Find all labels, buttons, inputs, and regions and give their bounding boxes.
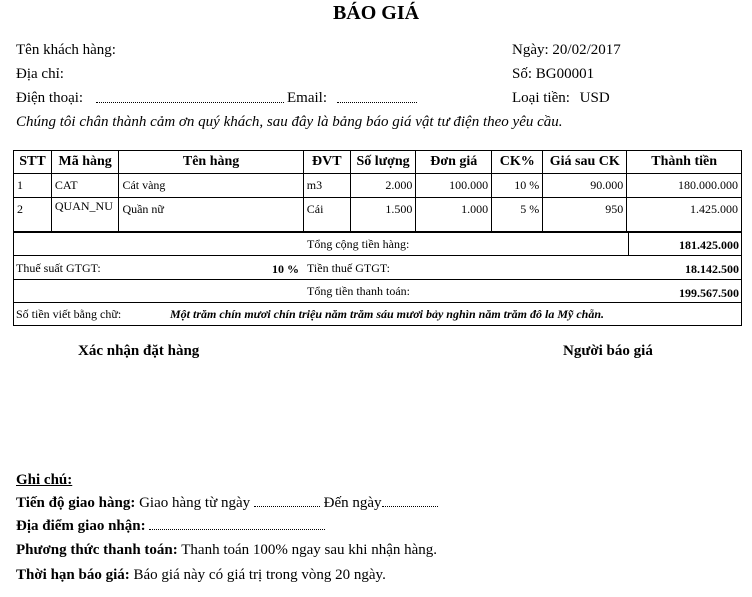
validity-text: Báo giá này có giá trị trong vòng 20 ngày. (133, 567, 386, 583)
vat-rate-value: 10 % (272, 262, 299, 276)
header-price-after-discount: Giá sau CK (543, 151, 627, 174)
payment-method-text: Thanh toán 100% ngay sau khi nhận hàng. (181, 542, 438, 558)
delivery-place-line (16, 518, 325, 535)
cell-item-code: CAT (51, 174, 119, 198)
phone-dotted-line (96, 92, 284, 103)
quote-number-label: Số: (512, 66, 533, 82)
header-discount: CK% (492, 151, 543, 174)
intro-text: Chúng tôi chân thành cảm ơn quý khách, sau đây là bảng báo giá vật tư điện theo yêu cầu. (16, 114, 563, 130)
customer-phone-label: Điện thoại: (16, 90, 84, 106)
cell-price-after-discount: 950 (543, 198, 627, 232)
signature-quoter-label: Người báo giá (563, 343, 653, 359)
cell-item-name: Cát vàng (119, 174, 303, 198)
currency-field (512, 90, 610, 107)
cell-item-name: Quần nữ (119, 198, 303, 232)
subtotal-value: 181.425.000 (679, 238, 739, 252)
header-amount: Thành tiền (627, 151, 742, 174)
notes-heading: Ghi chú: (16, 472, 73, 488)
header-unit-price: Đơn giá (416, 151, 492, 174)
date-label: Ngày: (512, 42, 549, 58)
customer-email-label: Email: (287, 90, 327, 106)
header-stt: STT (14, 151, 52, 174)
items-table (13, 150, 742, 232)
document-title: BÁO GIÁ (332, 2, 420, 24)
payment-method-line (16, 542, 437, 559)
delivery-from-dotted-line (254, 496, 320, 507)
customer-address-label: Địa chỉ: (16, 66, 64, 82)
cell-unit-price: 1.000 (416, 198, 492, 232)
grand-total-label: Tổng tiền thanh toán: (307, 284, 410, 298)
cell-amount: 1.425.000 (627, 198, 742, 232)
cell-discount: 5 % (492, 198, 543, 232)
quote-number-field (512, 66, 594, 83)
vat-amount-label: Tiền thuế GTGT: (307, 261, 390, 275)
validity-label: Thời hạn báo giá: (16, 567, 130, 583)
grand-total-value: 199.567.500 (679, 286, 739, 300)
cell-stt: 1 (14, 174, 52, 198)
cell-discount: 10 % (492, 174, 543, 198)
payment-method-label: Phương thức thanh toán: (16, 542, 178, 558)
cell-unit-price: 100.000 (416, 174, 492, 198)
customer-name-label: Tên khách hàng: (16, 42, 116, 58)
table-header-row (14, 151, 742, 174)
date-field (512, 42, 621, 59)
delivery-place-dotted-line (149, 519, 325, 530)
cell-price-after-discount: 90.000 (543, 174, 627, 198)
table-row (14, 174, 742, 198)
header-item-name: Tên hàng (119, 151, 303, 174)
cell-amount: 180.000.000 (627, 174, 742, 198)
amount-in-words-label: Số tiền viết bằng chữ: (16, 307, 122, 321)
validity-line (16, 567, 386, 584)
email-dotted-line (337, 92, 417, 103)
signature-customer-label: Xác nhận đặt hàng (78, 343, 200, 359)
table-row (14, 198, 742, 232)
currency-label: Loại tiền: (512, 90, 570, 106)
cell-item-code: QUAN_NU (51, 198, 119, 232)
delivery-place-label: Địa điểm giao nhận: (16, 518, 146, 534)
vat-amount-value: 18.142.500 (685, 262, 739, 276)
subtotal-label: Tổng cộng tiền hàng: (307, 237, 410, 251)
cell-quantity: 1.500 (350, 198, 416, 232)
currency-value: USD (579, 90, 610, 106)
delivery-schedule-text: Giao hàng từ ngày (139, 495, 251, 511)
cell-stt: 2 (14, 198, 52, 232)
delivery-until-label: Đến ngày (323, 495, 382, 511)
date-value: 20/02/2017 (552, 42, 621, 58)
quote-number-value: BG00001 (535, 66, 595, 82)
header-unit: ĐVT (303, 151, 350, 174)
header-quantity: Số lượng (350, 151, 416, 174)
cell-unit: m3 (303, 174, 350, 198)
vat-rate-label: Thuế suất GTGT: (16, 261, 101, 275)
delivery-schedule-line (16, 495, 438, 512)
cell-unit: Cái (303, 198, 350, 232)
cell-quantity: 2.000 (350, 174, 416, 198)
delivery-schedule-label: Tiến độ giao hàng: (16, 495, 136, 511)
header-item-code: Mã hàng (51, 151, 119, 174)
delivery-until-dotted-line (382, 496, 438, 507)
amount-in-words-value: Một trăm chín mươi chín triệu năm trăm sáu mươi bảy nghìn năm trăm đô la Mỹ chẵn. (170, 307, 605, 321)
